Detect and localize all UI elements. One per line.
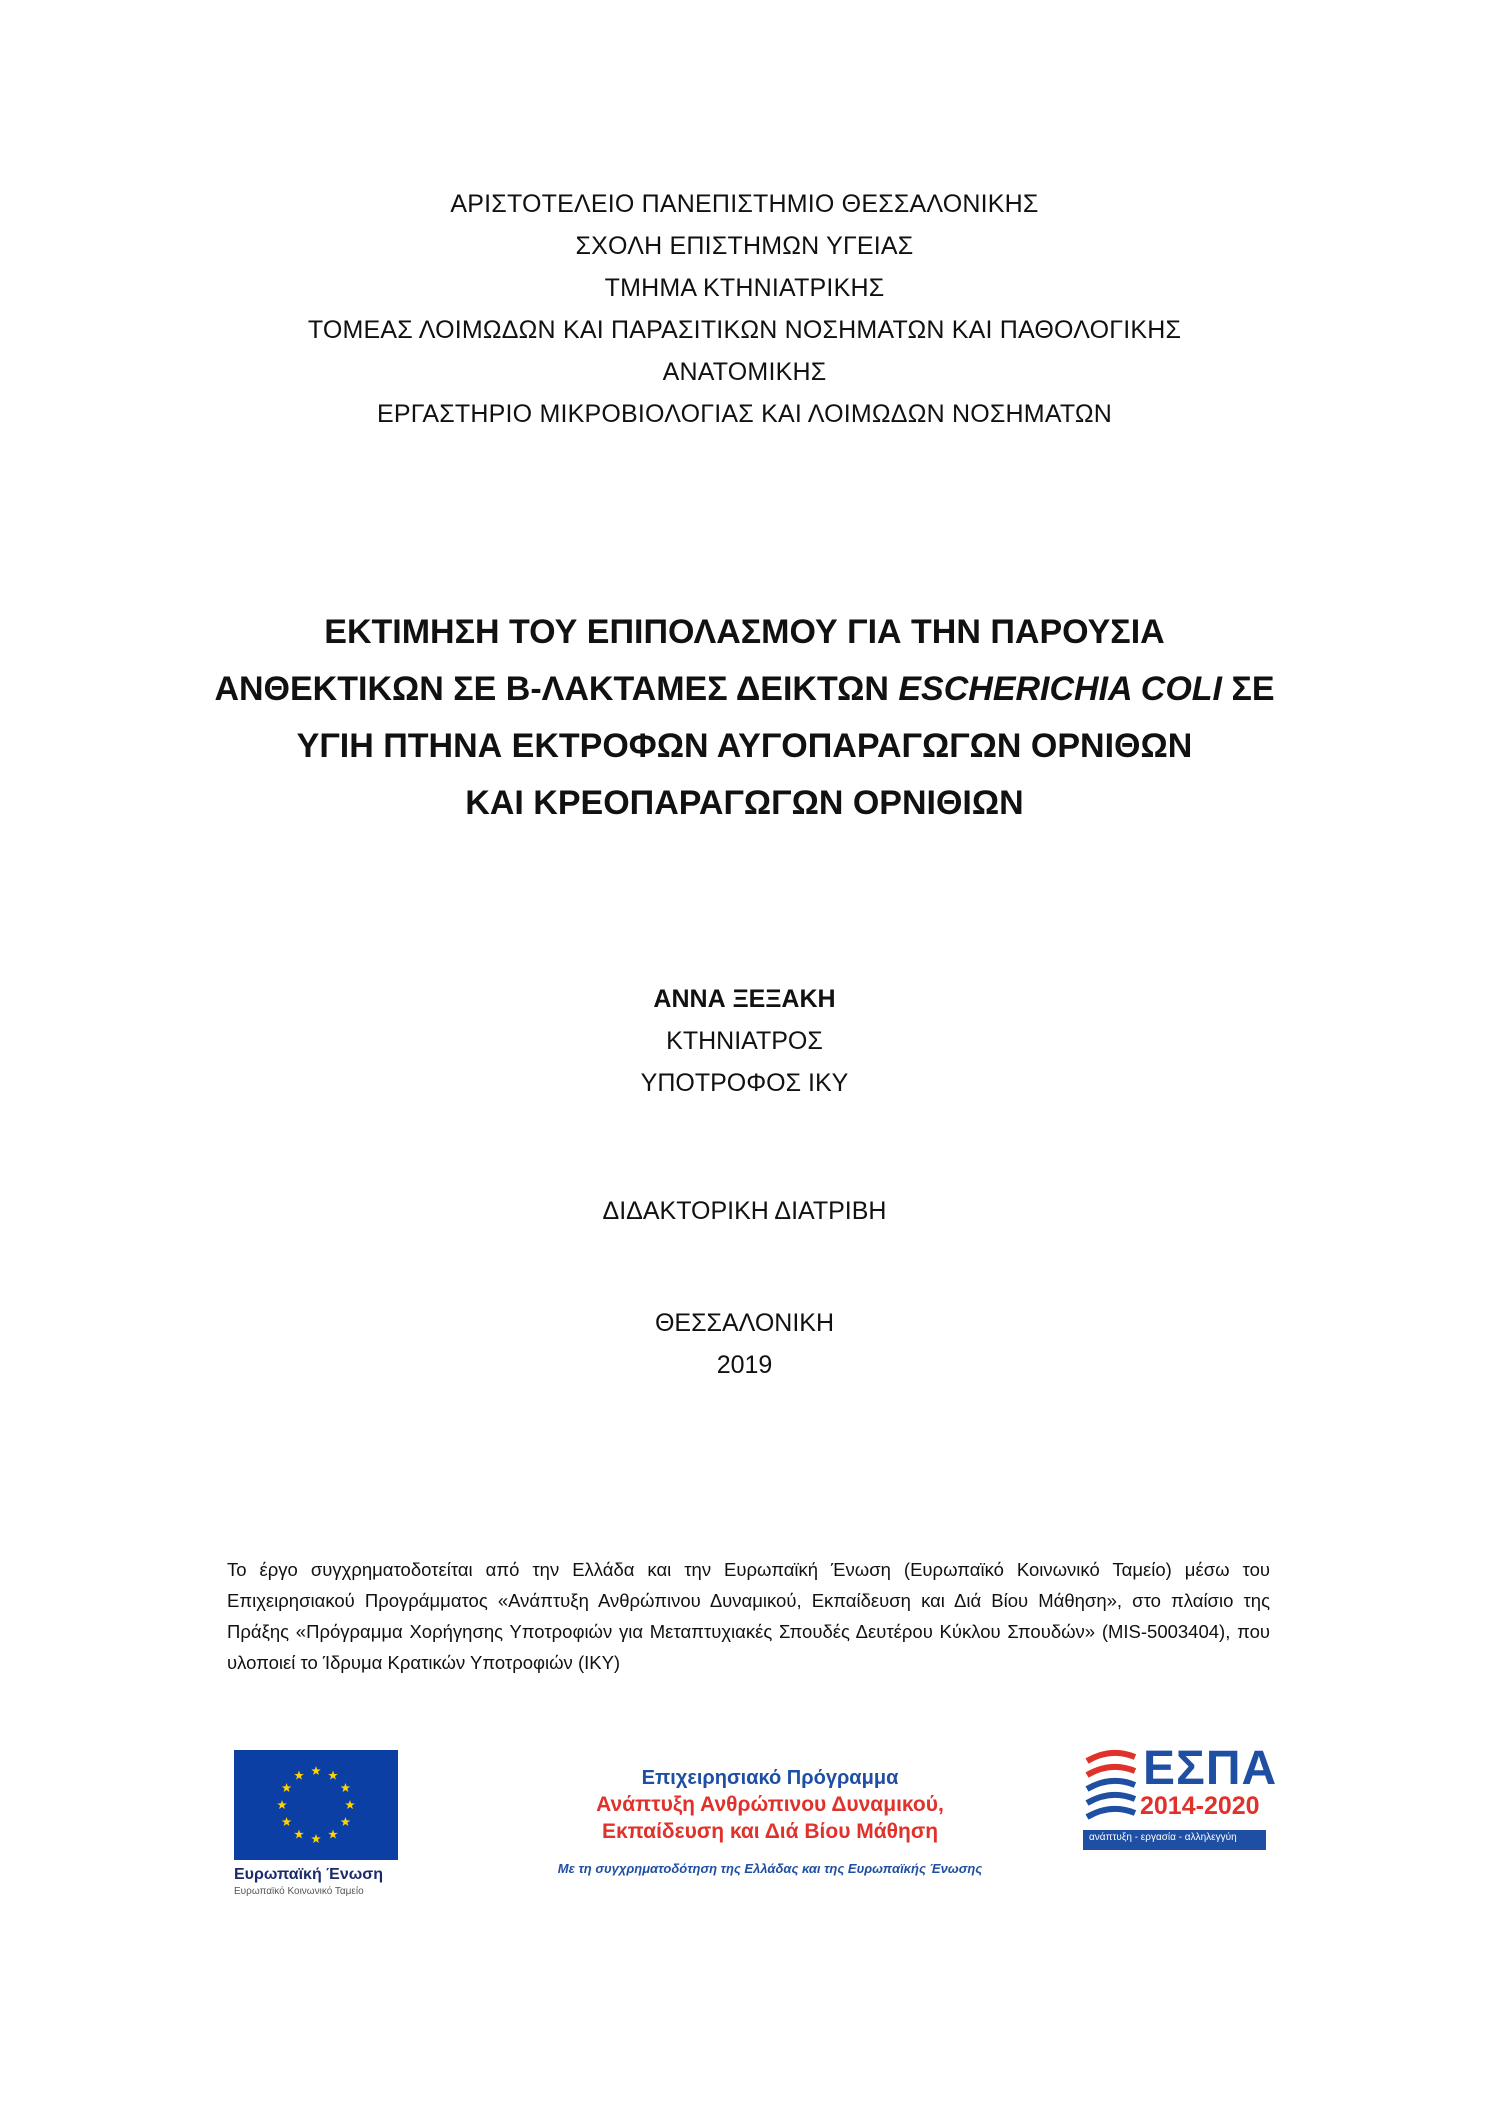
eu-stars-icon	[234, 1750, 398, 1860]
espa-logo-years: 2014-2020	[1140, 1792, 1260, 1820]
author-scholarship: ΥΠΟΤΡΟΦΟΣ ΙΚΥ	[640, 1069, 849, 1097]
eu-logo-subtitle: Ευρωπαϊκό Κοινωνικό Ταμείο	[234, 1886, 364, 1897]
eu-logo-name: Ευρωπαϊκή Ένωση	[234, 1866, 383, 1883]
espa-tagline-bar	[1083, 1830, 1266, 1850]
eu-star-icon	[341, 1783, 351, 1792]
op-logo-line-2: Ανάπτυξη Ανθρώπινου Δυναμικού,	[596, 1793, 944, 1816]
espa-logo-word: ΕΣΠΑ	[1143, 1742, 1278, 1795]
eu-star-icon	[277, 1800, 287, 1809]
espa-stripes-icon	[1083, 1747, 1139, 1827]
eu-star-icon	[294, 1771, 304, 1780]
institution-block	[0, 183, 1489, 435]
espa-logo-tagline: ανάπτυξη - εργασία - αλληλεγγύη	[1089, 1832, 1237, 1843]
eu-star-icon	[328, 1771, 338, 1780]
title-line-2-end: ΣΕ	[1222, 670, 1275, 708]
author-block	[0, 978, 1489, 1104]
funding-logos	[0, 1735, 1489, 1895]
author-profession: ΚΤΗΝΙΑΤΡΟΣ	[666, 1027, 823, 1055]
title-line-2	[0, 661, 1489, 718]
eu-logo	[234, 1750, 398, 1900]
place-year-block	[0, 1302, 1489, 1386]
thesis-type: ΔΙΔΑΚΤΟΡΙΚΗ ΔΙΑΤΡΙΒΗ	[602, 1197, 887, 1225]
title-line-2-start: ΑΝΘΕΚΤΙΚΩΝ ΣΕ Β-ΛΑΚΤΑΜΕΣ ΔΕΙΚΤΩΝ	[214, 670, 899, 708]
sector-name-continued: ΑΝΑΤΟΜΙΚΗΣ	[662, 358, 827, 386]
year: 2019	[716, 1351, 773, 1379]
title-line-3: ΥΓΙΗ ΠΤΗΝΑ ΕΚΤΡΟΦΩΝ ΑΥΓΟΠΑΡΑΓΩΓΩΝ ΟΡΝΙΘΩΝ	[296, 727, 1193, 765]
espa-logo	[1083, 1742, 1278, 1857]
thesis-title	[0, 604, 1489, 832]
eu-star-icon	[328, 1829, 338, 1838]
operational-programme-logo	[500, 1765, 1040, 1876]
eu-star-icon	[282, 1783, 292, 1792]
department-name: ΤΜΗΜΑ ΚΤΗΝΙΑΤΡΙΚΗΣ	[604, 274, 885, 302]
eu-star-icon	[294, 1829, 304, 1838]
school-name: ΣΧΟΛΗ ΕΠΙΣΤΗΜΩΝ ΥΓΕΙΑΣ	[575, 232, 914, 260]
eu-star-icon	[311, 1766, 321, 1775]
op-logo-cofunding-note: Με τη συγχρηματοδότηση της Ελλάδας και της Ευρωπαϊκής Ένωσης	[557, 1861, 983, 1876]
eu-star-icon	[311, 1834, 321, 1843]
title-line-1: ΕΚΤΙΜΗΣΗ ΤΟΥ ΕΠΙΠΟΛΑΣΜΟΥ ΓΙΑ ΤΗΝ ΠΑΡΟΥΣΙΑ	[324, 613, 1165, 651]
title-species-name: ESCHERICHIA COLI	[898, 670, 1223, 708]
university-name: ΑΡΙΣΤΟΤΕΛΕΙΟ ΠΑΝΕΠΙΣΤΗΜΙΟ ΘΕΣΣΑΛΟΝΙΚΗΣ	[450, 190, 1039, 218]
title-line-4: ΚΑΙ ΚΡΕΟΠΑΡΑΓΩΓΩΝ ΟΡΝΙΘΙΩΝ	[465, 784, 1024, 822]
eu-star-icon	[282, 1817, 292, 1826]
funding-note: Το έργο συγχρηματοδοτείται από την Ελλάδα και την Ευρωπαϊκή Ένωση (Ευρωπαϊκό Κοινωνικό Ταμείο) μέσω του Επιχειρησιακού Προγράμματος «Ανάπτυξη Ανθρώπινου Δυναμικού, Εκπαίδευση και Διά Βίου Μάθηση», στο πλαίσιο της Πράξης «Πρόγραμμα Χορήγησης Υποτροφιών για Μεταπτυχιακές Σπουδές Δευτέρου Κύκλου Σπουδών» (MIS-5003404), που υλοποιεί το Ίδρυμα Κρατικών Υποτροφιών (ΙΚΥ)	[227, 1559, 1270, 1673]
op-logo-line-3: Εκπαίδευση και Διά Βίου Μάθηση	[601, 1820, 939, 1843]
author-name: ΑΝΝΑ ΞΕΞΑΚΗ	[653, 985, 836, 1013]
laboratory-name: ΕΡΓΑΣΤΗΡΙΟ ΜΙΚΡΟΒΙΟΛΟΓΙΑΣ ΚΑΙ ΛΟΙΜΩΔΩΝ ΝΟΣΗΜΑΤΩΝ	[376, 400, 1113, 428]
op-logo-line-1: Επιχειρησιακό Πρόγραμμα	[641, 1767, 899, 1789]
sector-name: ΤΟΜΕΑΣ ΛΟΙΜΩΔΩΝ ΚΑΙ ΠΑΡΑΣΙΤΙΚΩΝ ΝΟΣΗΜΑΤΩΝ ΚΑΙ ΠΑΘΟΛΟΓΙΚΗΣ	[307, 316, 1182, 344]
place: ΘΕΣΣΑΛΟΝΙΚΗ	[654, 1309, 835, 1337]
eu-star-icon	[345, 1800, 355, 1809]
eu-flag	[234, 1750, 398, 1860]
eu-star-icon	[341, 1817, 351, 1826]
